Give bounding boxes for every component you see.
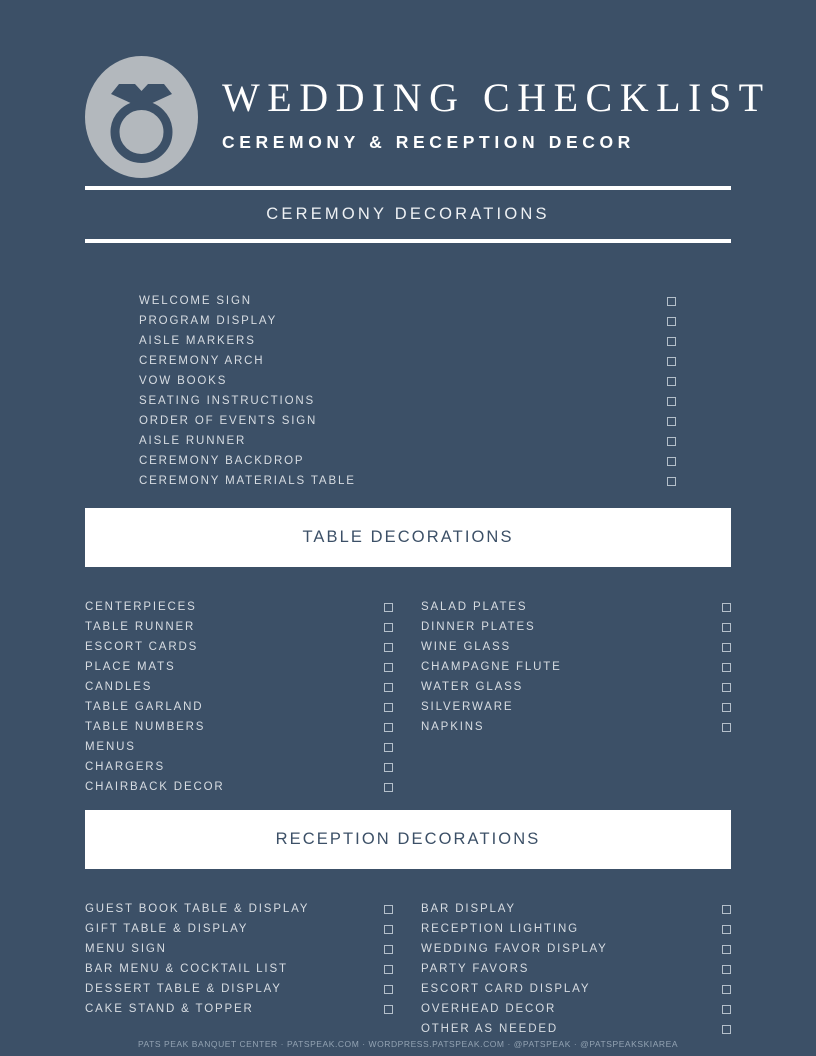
checklist-row[interactable] <box>421 717 731 737</box>
checklist-row[interactable] <box>421 939 731 959</box>
checklist-item-label: NAPKINS <box>421 721 485 733</box>
checkbox[interactable] <box>667 397 676 406</box>
checklist-row[interactable] <box>139 371 676 391</box>
checklist-item-label: SILVERWARE <box>421 701 514 713</box>
checklist-row[interactable] <box>85 737 393 757</box>
checklist-item-label: TABLE NUMBERS <box>85 721 206 733</box>
checklist-row[interactable] <box>139 331 676 351</box>
checklist-item-label: WEDDING FAVOR DISPLAY <box>421 943 608 955</box>
checkbox[interactable] <box>384 663 393 672</box>
checklist-item-label: CEREMONY BACKDROP <box>139 455 305 467</box>
checkbox[interactable] <box>722 1005 731 1014</box>
checklist-reception-left <box>85 899 393 1019</box>
checklist-item-label: ORDER OF EVENTS SIGN <box>139 415 318 427</box>
checklist-item-label: PLACE MATS <box>85 661 176 673</box>
checklist-row[interactable] <box>139 311 676 331</box>
checklist-row[interactable] <box>139 451 676 471</box>
checklist-row[interactable] <box>421 959 731 979</box>
checklist-row[interactable] <box>421 677 731 697</box>
checklist-reception-right <box>421 899 731 1039</box>
checklist-row[interactable] <box>421 999 731 1019</box>
section-title-reception: RECEPTION DECORATIONS <box>275 830 541 848</box>
title-block <box>222 77 771 157</box>
checkbox[interactable] <box>384 783 393 792</box>
checklist-row[interactable] <box>139 351 676 371</box>
checklist-item-label: VOW BOOKS <box>139 375 228 387</box>
checklist-row[interactable] <box>421 637 731 657</box>
checkbox[interactable] <box>722 703 731 712</box>
checklist-item-label: GIFT TABLE & DISPLAY <box>85 923 249 935</box>
checkbox[interactable] <box>722 683 731 692</box>
checklist-item-label: PARTY FAVORS <box>421 963 530 975</box>
page-title: WEDDING CHECKLIST <box>222 75 771 120</box>
checklist-item-label: WELCOME SIGN <box>139 295 252 307</box>
checkbox[interactable] <box>722 985 731 994</box>
checklist-item-label: OVERHEAD DECOR <box>421 1003 557 1015</box>
section-title-ceremony: CEREMONY DECORATIONS <box>266 205 550 223</box>
checklist-table-left <box>85 597 393 797</box>
checklist-row[interactable] <box>421 657 731 677</box>
checkbox[interactable] <box>722 965 731 974</box>
checklist-row[interactable] <box>421 1019 731 1039</box>
checkbox[interactable] <box>722 643 731 652</box>
checkbox[interactable] <box>384 623 393 632</box>
page-header <box>85 52 771 182</box>
checkbox[interactable] <box>722 905 731 914</box>
checkbox[interactable] <box>667 437 676 446</box>
checklist-item-label: SALAD PLATES <box>421 601 528 613</box>
checklist-item-label: CHAMPAGNE FLUTE <box>421 661 562 673</box>
checklist-row[interactable] <box>85 697 393 717</box>
rule-bottom <box>85 239 731 243</box>
checklist-table-right <box>421 597 731 737</box>
checklist-row[interactable] <box>85 899 393 919</box>
checkbox[interactable] <box>722 623 731 632</box>
checklist-item-label: CEREMONY MATERIALS TABLE <box>139 475 356 487</box>
checklist-item-label: CANDLES <box>85 681 153 693</box>
checklist-item-label: WINE GLASS <box>421 641 512 653</box>
checkbox[interactable] <box>384 763 393 772</box>
page-subtitle: CEREMONY & RECEPTION DECOR <box>222 132 635 152</box>
checkbox[interactable] <box>384 1005 393 1014</box>
checklist-row[interactable] <box>85 637 393 657</box>
checklist-row[interactable] <box>85 979 393 999</box>
checkbox[interactable] <box>384 643 393 652</box>
checkbox[interactable] <box>384 703 393 712</box>
checkbox[interactable] <box>667 417 676 426</box>
checklist-item-label: TABLE RUNNER <box>85 621 196 633</box>
checklist-row[interactable] <box>139 391 676 411</box>
checklist-item-label: SEATING INSTRUCTIONS <box>139 395 316 407</box>
checkbox[interactable] <box>667 297 676 306</box>
checkbox[interactable] <box>722 603 731 612</box>
checklist-row[interactable] <box>421 919 731 939</box>
checklist-item-label: CHAIRBACK DECOR <box>85 781 225 793</box>
checklist-item-label: OTHER AS NEEDED <box>421 1023 559 1035</box>
checklist-row[interactable] <box>421 617 731 637</box>
checklist-row[interactable] <box>85 919 393 939</box>
checklist-row[interactable] <box>139 291 676 311</box>
checkbox[interactable] <box>384 603 393 612</box>
checkbox[interactable] <box>667 457 676 466</box>
checklist-row[interactable] <box>421 979 731 999</box>
wedding-ring-icon <box>85 56 198 178</box>
checklist-row[interactable] <box>139 411 676 431</box>
checkbox[interactable] <box>384 683 393 692</box>
checklist-item-label: ESCORT CARDS <box>85 641 199 653</box>
checklist-row[interactable] <box>85 959 393 979</box>
section-title-table: TABLE DECORATIONS <box>302 528 514 546</box>
checklist-row[interactable] <box>421 597 731 617</box>
checkbox[interactable] <box>722 945 731 954</box>
checkbox[interactable] <box>384 723 393 732</box>
checkbox[interactable] <box>384 945 393 954</box>
checkbox[interactable] <box>667 477 676 486</box>
checkbox[interactable] <box>384 985 393 994</box>
checklist-row[interactable] <box>85 677 393 697</box>
checkbox[interactable] <box>384 965 393 974</box>
section-banner-table <box>85 508 731 567</box>
checklist-item-label: DESSERT TABLE & DISPLAY <box>85 983 282 995</box>
checklist-item-label: CENTERPIECES <box>85 601 197 613</box>
checklist-item-label: ESCORT CARD DISPLAY <box>421 983 591 995</box>
checkbox[interactable] <box>667 357 676 366</box>
checklist-ceremony <box>139 291 676 491</box>
checkbox[interactable] <box>722 723 731 732</box>
checkbox[interactable] <box>722 925 731 934</box>
checklist-item-label: CHARGERS <box>85 761 165 773</box>
section-heading-ceremony <box>85 186 731 243</box>
checklist-item-label: MENUS <box>85 741 136 753</box>
checkbox[interactable] <box>667 317 676 326</box>
checklist-row[interactable] <box>85 597 393 617</box>
checklist-item-label: CAKE STAND & TOPPER <box>85 1003 254 1015</box>
checkbox[interactable] <box>667 377 676 386</box>
checklist-item-label: RECEPTION LIGHTING <box>421 923 579 935</box>
checkbox[interactable] <box>384 905 393 914</box>
checklist-row[interactable] <box>139 431 676 451</box>
checklist-row[interactable] <box>85 617 393 637</box>
checklist-row[interactable] <box>85 657 393 677</box>
checklist-item-label: WATER GLASS <box>421 681 524 693</box>
checklist-item-label: PROGRAM DISPLAY <box>139 315 278 327</box>
checkbox[interactable] <box>722 663 731 672</box>
checklist-item-label: DINNER PLATES <box>421 621 536 633</box>
checklist-row[interactable] <box>85 939 393 959</box>
checklist-row[interactable] <box>139 471 676 491</box>
checklist-item-label: MENU SIGN <box>85 943 167 955</box>
checklist-item-label: TABLE GARLAND <box>85 701 204 713</box>
footer-credits: PATS PEAK BANQUET CENTER · PATSPEAK.COM · WORDPRESS.PATSPEAK.COM · @PATSPEAK · @PATSPEAKSKIAREA <box>137 1039 679 1049</box>
checklist-item-label: CEREMONY ARCH <box>139 355 265 367</box>
checkbox[interactable] <box>722 1025 731 1034</box>
checklist-item-label: AISLE RUNNER <box>139 435 247 447</box>
checklist-row[interactable] <box>421 697 731 717</box>
checklist-item-label: AISLE MARKERS <box>139 335 256 347</box>
checklist-item-label: BAR MENU & COCKTAIL LIST <box>85 963 288 975</box>
checklist-row[interactable] <box>421 899 731 919</box>
checkbox[interactable] <box>384 743 393 752</box>
checklist-row[interactable] <box>85 717 393 737</box>
checkbox[interactable] <box>667 337 676 346</box>
checklist-item-label: BAR DISPLAY <box>421 903 516 915</box>
section-banner-reception <box>85 810 731 869</box>
checklist-item-label: GUEST BOOK TABLE & DISPLAY <box>85 903 310 915</box>
checklist-row[interactable] <box>85 999 393 1019</box>
checklist-row[interactable] <box>85 757 393 777</box>
checkbox[interactable] <box>384 925 393 934</box>
checklist-row[interactable] <box>85 777 393 797</box>
